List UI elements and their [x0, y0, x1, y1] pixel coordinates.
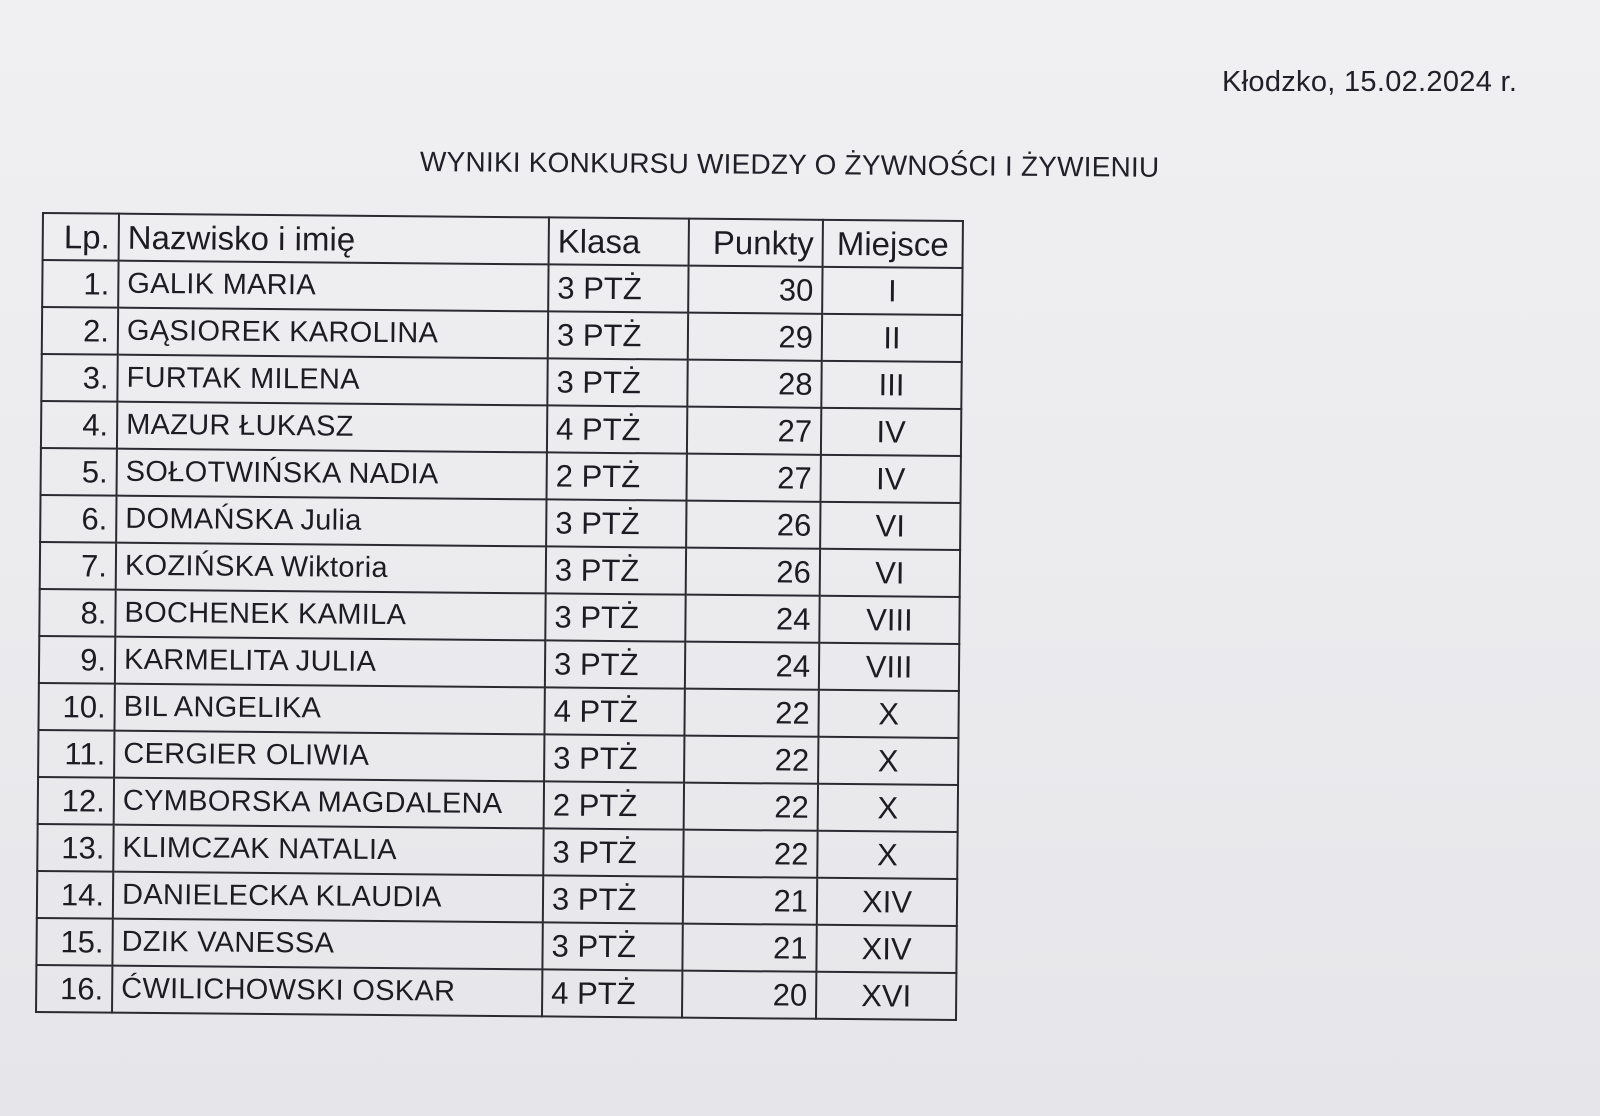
- cell-lp: 12.: [38, 777, 114, 825]
- cell-lp: 10.: [38, 683, 114, 731]
- cell-name: DANIELECKA KLAUDIA: [113, 872, 543, 923]
- cell-name: DOMAŃSKA Julia: [116, 496, 546, 547]
- cell-class: 3 PTŻ: [546, 546, 686, 594]
- cell-points: 30: [688, 266, 822, 314]
- results-table: [35, 212, 964, 1021]
- cell-points: 22: [684, 783, 818, 831]
- cell-points: 27: [687, 407, 821, 455]
- cell-place: X: [817, 831, 957, 879]
- cell-lp: 15.: [36, 918, 112, 966]
- cell-place: XIV: [817, 878, 957, 926]
- cell-class: 3 PTŻ: [543, 828, 683, 876]
- header-points: Punkty: [689, 219, 823, 267]
- cell-lp: 13.: [37, 824, 113, 872]
- cell-class: 4 PTŻ: [547, 405, 687, 453]
- table-header-row: [43, 213, 963, 268]
- table-row: [37, 824, 957, 879]
- header-name: Nazwisko i imię: [119, 214, 549, 265]
- cell-name: DZIK VANESSA: [112, 919, 542, 970]
- cell-place: X: [818, 784, 958, 832]
- table-row: [41, 448, 961, 503]
- document-title: WYNIKI KONKURSU WIEDZY O ŻYWNOŚCI I ŻYWIENIU: [419, 146, 1160, 183]
- table-row: [36, 918, 956, 973]
- table-row: [42, 260, 962, 315]
- cell-name: CERGIER OLIWIA: [114, 731, 544, 782]
- header-place: Miejsce: [823, 220, 963, 268]
- cell-name: ĆWILICHOWSKI OSKAR: [112, 966, 542, 1017]
- table-row: [38, 777, 958, 832]
- cell-place: VI: [820, 502, 960, 550]
- table-row: [38, 730, 958, 785]
- cell-points: 22: [684, 736, 818, 784]
- results-body: [36, 260, 963, 1020]
- cell-name: KLIMCZAK NATALIA: [113, 825, 543, 876]
- cell-name: KARMELITA JULIA: [115, 637, 545, 688]
- cell-class: 3 PTŻ: [545, 640, 685, 688]
- cell-points: 26: [686, 548, 820, 596]
- cell-class: 3 PTŻ: [544, 734, 684, 782]
- cell-name: SOŁOTWIŃSKA NADIA: [117, 449, 547, 500]
- cell-class: 3 PTŻ: [545, 593, 685, 641]
- cell-class: 3 PTŻ: [548, 311, 688, 359]
- cell-lp: 9.: [39, 636, 115, 684]
- table-row: [40, 542, 960, 597]
- cell-place: VIII: [819, 643, 959, 691]
- cell-name: FURTAK MILENA: [117, 355, 547, 406]
- cell-lp: 6.: [40, 495, 116, 543]
- cell-lp: 8.: [39, 589, 115, 637]
- cell-lp: 7.: [40, 542, 116, 590]
- cell-place: IV: [821, 455, 961, 503]
- cell-place: XIV: [816, 925, 956, 973]
- cell-class: 3 PTŻ: [548, 264, 688, 312]
- cell-name: KOZIŃSKA Wiktoria: [116, 543, 546, 594]
- cell-place: VIII: [819, 596, 959, 644]
- cell-lp: 11.: [38, 730, 114, 778]
- cell-name: GĄSIOREK KAROLINA: [118, 308, 548, 359]
- cell-points: 21: [682, 924, 816, 972]
- cell-points: 22: [684, 689, 818, 737]
- cell-class: 4 PTŻ: [544, 687, 684, 735]
- cell-name: MAZUR ŁUKASZ: [117, 402, 547, 453]
- cell-points: 24: [685, 642, 819, 690]
- cell-lp: 3.: [41, 354, 117, 402]
- cell-place: X: [818, 690, 958, 738]
- header-class: Klasa: [549, 217, 689, 265]
- table-row: [42, 307, 962, 362]
- cell-points: 26: [686, 501, 820, 549]
- cell-name: BIL ANGELIKA: [114, 684, 544, 735]
- cell-points: 24: [685, 595, 819, 643]
- cell-points: 29: [688, 313, 822, 361]
- cell-class: 3 PTŻ: [546, 499, 686, 547]
- table-row: [36, 965, 956, 1020]
- table-row: [39, 589, 959, 644]
- cell-place: II: [822, 314, 962, 362]
- place-date: Kłodzko, 15.02.2024 r.: [1222, 66, 1518, 98]
- cell-name: BOCHENEK KAMILA: [115, 590, 545, 641]
- cell-class: 2 PTŻ: [547, 452, 687, 500]
- cell-points: 20: [682, 971, 816, 1019]
- cell-points: 21: [683, 877, 817, 925]
- table-row: [38, 683, 958, 738]
- cell-name: CYMBORSKA MAGDALENA: [114, 778, 544, 829]
- cell-place: VI: [820, 549, 960, 597]
- cell-class: 3 PTŻ: [547, 358, 687, 406]
- cell-name: GALIK MARIA: [118, 261, 548, 312]
- table-row: [41, 354, 961, 409]
- cell-lp: 1.: [42, 260, 118, 308]
- cell-place: III: [821, 361, 961, 409]
- cell-place: IV: [821, 408, 961, 456]
- cell-lp: 2.: [42, 307, 118, 355]
- cell-lp: 4.: [41, 401, 117, 449]
- table-row: [40, 495, 960, 550]
- cell-class: 3 PTŻ: [542, 922, 682, 970]
- cell-lp: 5.: [41, 448, 117, 496]
- cell-place: I: [822, 267, 962, 315]
- cell-points: 22: [683, 830, 817, 878]
- table-row: [39, 636, 959, 691]
- cell-place: X: [818, 737, 958, 785]
- cell-lp: 16.: [36, 965, 112, 1013]
- header-lp: Lp.: [43, 213, 119, 261]
- cell-points: 27: [687, 454, 821, 502]
- cell-lp: 14.: [37, 871, 113, 919]
- cell-class: 3 PTŻ: [543, 875, 683, 923]
- cell-class: 2 PTŻ: [544, 781, 684, 829]
- cell-place: XVI: [816, 972, 956, 1020]
- table-row: [41, 401, 961, 456]
- cell-class: 4 PTŻ: [542, 969, 682, 1017]
- cell-points: 28: [687, 360, 821, 408]
- table-row: [37, 871, 957, 926]
